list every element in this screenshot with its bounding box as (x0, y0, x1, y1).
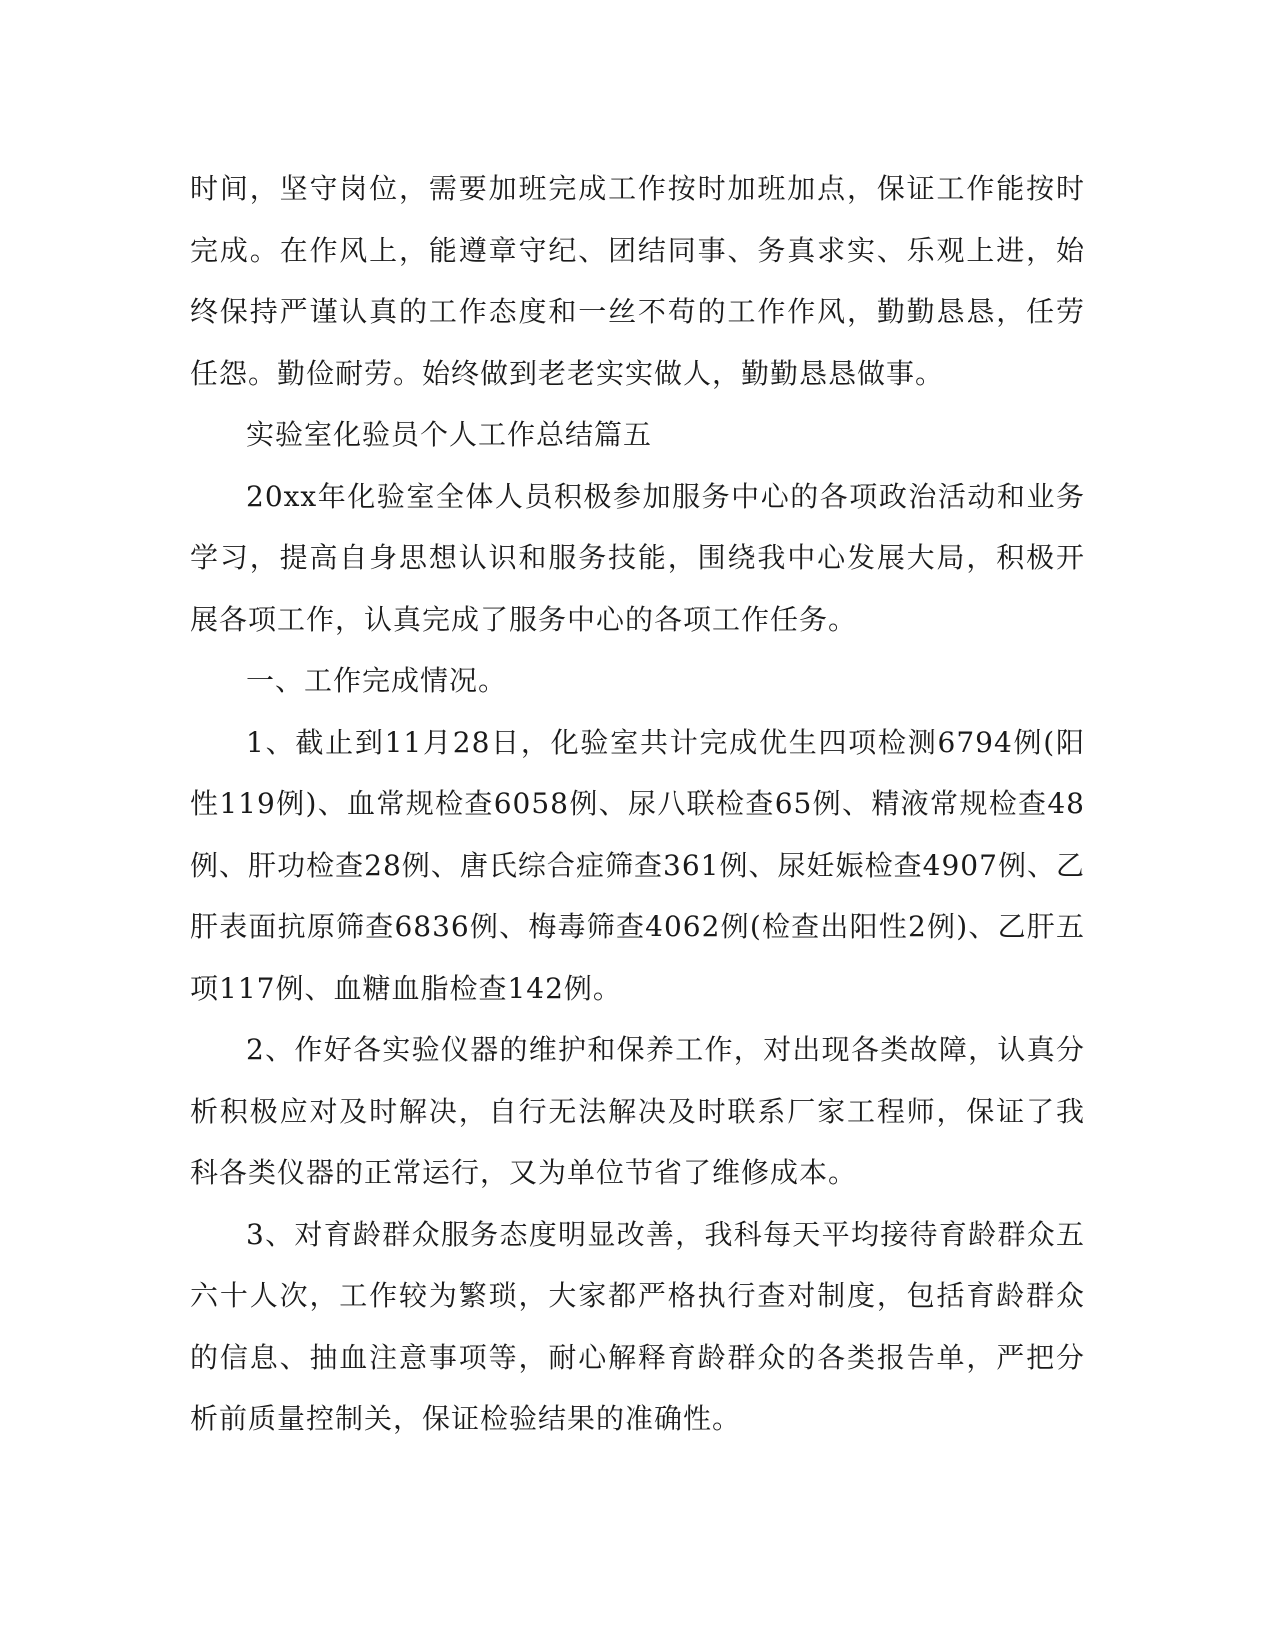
list-item-3: 3、对育龄群众服务态度明显改善，我科每天平均接待育龄群众五六十人次，工作较为繁琐，大家都严格执行查对制度，包括育龄群众的信息、抽血注意事项等，耐心解释育龄群众的各类报告单，严把分析前质量控制关，保证检验结果的准确性。 (190, 1217, 1085, 1435)
paragraph-intro: 20xx年化验室全体人员积极参加服务中心的各项政治活动和业务学习，提高自身思想认识和服务技能，围绕我中心发展大局，积极开展各项工作，认真完成了服务中心的各项工作任务。 (190, 479, 1085, 636)
list-item-2: 2、作好各实验仪器的维护和保养工作，对出现各类故障，认真分析积极应对及时解决，自行无法解决及时联系厂家工程师，保证了我科各类仪器的正常运行，又为单位节省了维修成本。 (190, 1033, 1085, 1189)
subheading-work-completion: 一、工作完成情况。 (246, 664, 508, 697)
list-item-1: 1、截止到11月28日，化验室共计完成优生四项检测6794例(阳性119例)、血常规检查6058例、尿八联检查65例、精液常规检查48例、肝功检查28例、唐氏综合症筛查361例、尿妊娠检查4907例、乙肝表面抗原筛查6836例、梅毒筛查4062例(检查出阳性2例)、乙肝五项117例、血糖血脂检查142例。 (190, 725, 1085, 1005)
paragraph-continuation: 时间，坚守岗位，需要加班完成工作按时加班加点，保证工作能按时完成。在作风上，能遵章守纪、团结同事、务真求实、乐观上进，始终保持严谨认真的工作态度和一丝不苟的工作作风，勤勤恳恳，任劳任怨。勤俭耐劳。始终做到老老实实做人，勤勤恳恳做事。 (190, 172, 1085, 390)
section-heading: 实验室化验员个人工作总结篇五 (246, 418, 653, 451)
document-body (190, 158, 1085, 1450)
